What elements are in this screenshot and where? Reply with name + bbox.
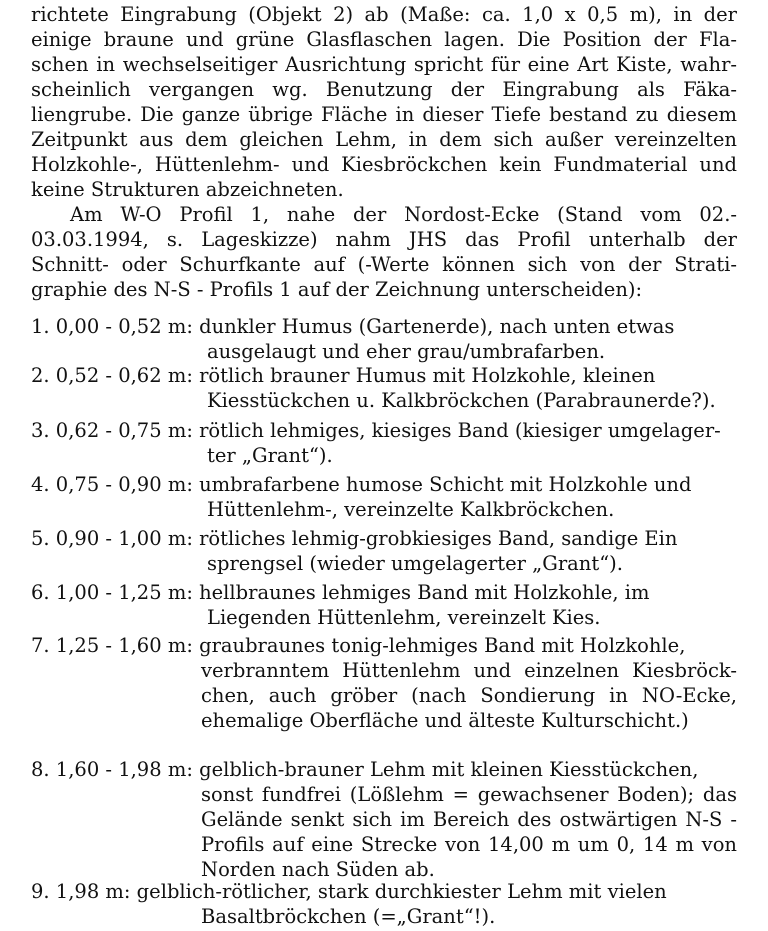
layer-7-head: 7. 1,25 - 1,60 m: graubraunes tonig-lehmiges Band mit Holzkohle, — [31, 634, 686, 657]
paragraph-1-line: Zeitpunkt aus dem gleichen Lehm, in dem sich außer vereinzelten — [31, 128, 737, 151]
layer-6-cont: Liegenden Hüttenlehm, vereinzelt Kies. — [207, 606, 601, 629]
layer-7-cont: ehemalige Oberfläche und älteste Kulturschicht.) — [201, 709, 689, 732]
paragraph-1-line: liengrube. Die ganze übrige Fläche in dieser Tiefe bestand zu diesem — [31, 103, 737, 126]
layer-8-cont: sonst fundfrei (Lößlehm = gewachsener Boden); das — [201, 783, 737, 806]
layer-5-cont: sprengsel (wieder umgelagerter „Grant“). — [207, 552, 623, 575]
paragraph-2-line: 03.03.1994, s. Lageskizze) nahm JHS das Profil unterhalb der — [31, 228, 737, 251]
layer-6-head: 6. 1,00 - 1,25 m: hellbraunes lehmiges Band mit Holzkohle, im — [31, 581, 650, 604]
paragraph-1-line: scheinlich vergangen wg. Benutzung der Eingrabung als Fäka- — [31, 78, 737, 101]
layer-8-cont: Norden nach Süden ab. — [201, 858, 435, 881]
layer-9-cont: Basaltbröckchen (=„Grant“!). — [201, 905, 496, 928]
layer-5-head: 5. 0,90 - 1,00 m: rötliches lehmig-grobkiesiges Band, sandige Ein — [31, 527, 678, 550]
layer-3-head: 3. 0,62 - 0,75 m: rötlich lehmiges, kiesiges Band (kiesiger umgelager- — [31, 419, 721, 442]
layer-1-head: 1. 0,00 - 0,52 m: dunkler Humus (Gartenerde), nach unten etwas — [31, 315, 675, 338]
layer-2-cont: Kiesstückchen u. Kalkbröckchen (Parabraunerde?). — [207, 389, 716, 412]
paragraph-1-line: einige braune und grüne Glasflaschen lagen. Die Position der Fla- — [31, 28, 737, 51]
paragraph-2-line: Am W-O Profil 1, nahe der Nordost-Ecke (Stand vom 02.- — [70, 203, 737, 226]
paragraph-1-line: schen in wechselseitiger Ausrichtung spricht für eine Art Kiste, wahr- — [31, 53, 737, 76]
layer-8-cont: Gelände senkt sich im Bereich des ostwärtigen N-S - — [201, 808, 737, 831]
paragraph-1-line: richtete Eingrabung (Objekt 2) ab (Maße: ca. 1,0 x 0,5 m), in der — [31, 3, 737, 26]
paragraph-1-line: keine Strukturen abzeichneten. — [31, 178, 344, 201]
layer-1-cont: ausgelaugt und eher grau/umbrafarben. — [207, 340, 606, 363]
paragraph-2-line: graphie des N-S - Profils 1 auf der Zeichnung unterscheiden): — [31, 278, 643, 301]
layer-8-head: 8. 1,60 - 1,98 m: gelblich-brauner Lehm mit kleinen Kiesstückchen, — [31, 758, 699, 781]
layer-2-head: 2. 0,52 - 0,62 m: rötlich brauner Humus mit Holzkohle, kleinen — [31, 364, 656, 387]
layer-7-cont: chen, auch gröber (nach Sondierung in NO-Ecke, — [201, 684, 737, 707]
layer-4-cont: Hüttenlehm-, vereinzelte Kalkbröckchen. — [207, 498, 615, 521]
paragraph-2-line: Schnitt- oder Schurfkante auf (-Werte können sich von der Strati- — [31, 253, 737, 276]
paragraph-1-line: Holzkohle-, Hüttenlehm- und Kiesbröckchen kein Fundmaterial und — [31, 153, 737, 176]
layer-7-cont: verbranntem Hüttenlehm und einzelnen Kiesbröck- — [201, 659, 737, 682]
layer-3-cont: ter „Grant“). — [207, 444, 333, 467]
layer-4-head: 4. 0,75 - 0,90 m: umbrafarbene humose Schicht mit Holzkohle und — [31, 473, 692, 496]
layer-8-cont: Profils auf eine Strecke von 14,00 m um 0, 14 m von — [201, 833, 737, 856]
layer-9-head: 9. 1,98 m: gelblich-rötlicher, stark durchkiester Lehm mit vielen — [31, 880, 667, 903]
